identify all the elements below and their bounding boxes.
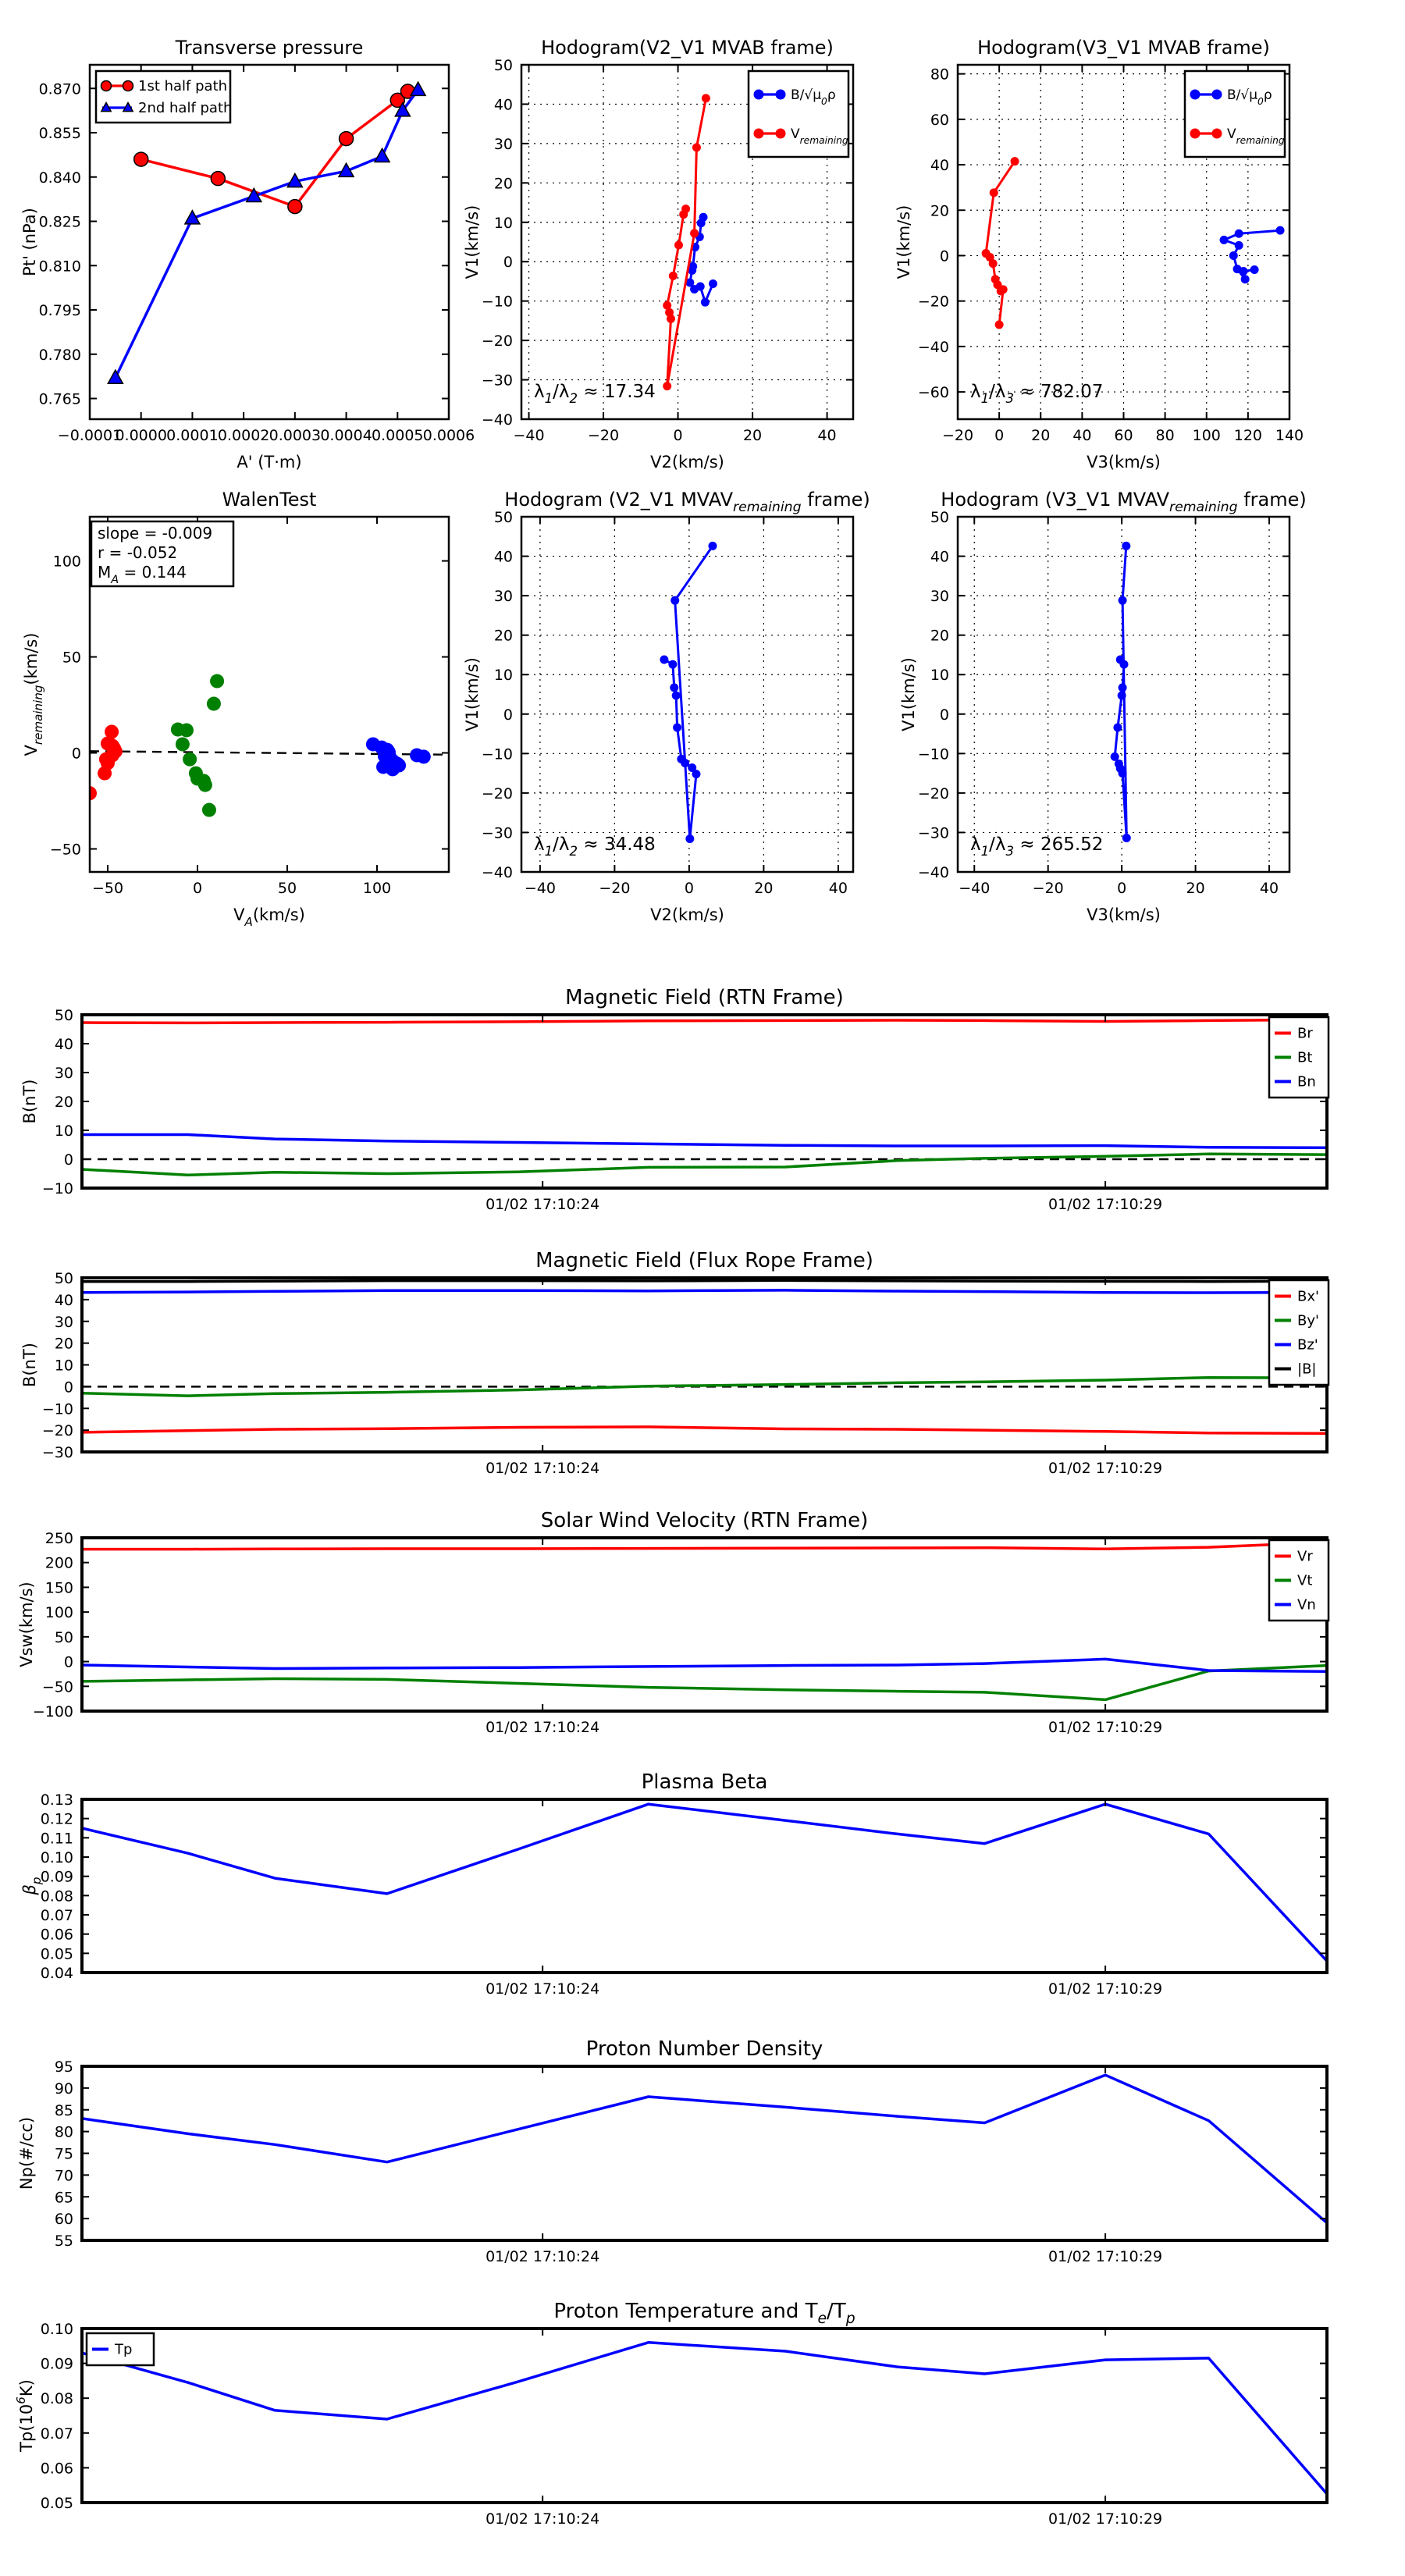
svg-text:01/02 17:10:29: 01/02 17:10:29 bbox=[1048, 1460, 1163, 1477]
svg-text:30: 30 bbox=[493, 135, 513, 153]
svg-text:−50: −50 bbox=[49, 841, 81, 859]
hodoB-annotation: $\lambda_1/\lambda_2 \approx 17.34$ bbox=[534, 382, 656, 406]
tp-legend bbox=[96, 71, 232, 123]
svg-text:30: 30 bbox=[54, 1313, 73, 1331]
svg-text:0.10: 0.10 bbox=[40, 1849, 73, 1866]
svg-text:0.09: 0.09 bbox=[40, 2355, 73, 2373]
hodoB-chart bbox=[463, 37, 853, 471]
svg-text:Br: Br bbox=[1297, 1025, 1313, 1042]
svg-text:0.840: 0.840 bbox=[38, 169, 81, 187]
svg-text:0.0000: 0.0000 bbox=[115, 427, 167, 444]
svg-text:140: 140 bbox=[1275, 427, 1304, 444]
svg-text:20: 20 bbox=[754, 880, 774, 897]
svg-text:50: 50 bbox=[930, 509, 949, 526]
svg-text:V1(km/s): V1(km/s) bbox=[463, 657, 482, 731]
svg-text:01/02 17:10:24: 01/02 17:10:24 bbox=[486, 1980, 600, 1998]
svg-text:30: 30 bbox=[54, 1065, 73, 1082]
svg-text:0.0001: 0.0001 bbox=[166, 427, 219, 444]
svg-text:50: 50 bbox=[54, 1628, 73, 1646]
svg-text:Bz': Bz' bbox=[1297, 1336, 1318, 1354]
svg-text:10: 10 bbox=[54, 1357, 73, 1375]
hodoE-chart bbox=[899, 489, 1307, 924]
hodoC-title: Hodogram(V3_V1 MVAB frame) bbox=[977, 37, 1270, 59]
svg-text:By': By' bbox=[1297, 1312, 1319, 1329]
svg-text:−40: −40 bbox=[524, 880, 556, 897]
svg-text:−50: −50 bbox=[91, 880, 124, 897]
mfFR-series bbox=[82, 1280, 1327, 1433]
svg-text:20: 20 bbox=[493, 175, 513, 193]
svg-text:40: 40 bbox=[1259, 880, 1279, 897]
svg-text:Pt' (nPa): Pt' (nPa) bbox=[20, 208, 39, 276]
svg-text:0.810: 0.810 bbox=[38, 258, 81, 276]
svg-text:V1(km/s): V1(km/s) bbox=[463, 205, 482, 279]
svg-text:B(nT): B(nT) bbox=[20, 1079, 39, 1124]
svg-text:40: 40 bbox=[930, 548, 949, 566]
svg-text:50: 50 bbox=[62, 649, 81, 667]
svg-text:−20: −20 bbox=[917, 293, 949, 311]
svg-text:40: 40 bbox=[1072, 427, 1092, 444]
hodoB-legend bbox=[749, 71, 848, 157]
svg-text:01/02 17:10:29: 01/02 17:10:29 bbox=[1048, 1980, 1163, 1998]
svg-text:Vr: Vr bbox=[1297, 1548, 1313, 1565]
svg-text:01/02 17:10:24: 01/02 17:10:24 bbox=[486, 1460, 600, 1477]
svg-text:85: 85 bbox=[54, 2101, 73, 2119]
hodoD-chart bbox=[463, 489, 870, 924]
svg-text:Np(#/cc): Np(#/cc) bbox=[17, 2116, 36, 2190]
svg-text:0: 0 bbox=[684, 880, 694, 897]
vsw-title: Solar Wind Velocity (RTN Frame) bbox=[540, 1509, 869, 1532]
svg-text:200: 200 bbox=[44, 1554, 73, 1572]
svg-text:01/02 17:10:29: 01/02 17:10:29 bbox=[1048, 2248, 1163, 2265]
svg-text:−30: −30 bbox=[481, 824, 513, 842]
svg-text:0: 0 bbox=[71, 745, 81, 763]
svg-text:0.09: 0.09 bbox=[40, 1868, 73, 1886]
svg-text:A' (T·m): A' (T·m) bbox=[237, 453, 302, 471]
svg-text:0.06: 0.06 bbox=[40, 1926, 73, 1944]
svg-text:−20: −20 bbox=[41, 1422, 73, 1440]
svg-text:−10: −10 bbox=[41, 1400, 73, 1418]
svg-text:0.855: 0.855 bbox=[38, 125, 81, 143]
svg-text:−20: −20 bbox=[1032, 880, 1064, 897]
svg-text:−20: −20 bbox=[917, 785, 949, 802]
svg-text:−30: −30 bbox=[41, 1444, 73, 1461]
svg-text:Vt: Vt bbox=[1297, 1572, 1313, 1589]
svg-text:70: 70 bbox=[54, 2167, 73, 2185]
tprot-chart bbox=[14, 2300, 1327, 2528]
svg-text:Vremaining(km/s): $V_{remaining}(km/s)$ bbox=[22, 632, 45, 756]
svg-text:−20: −20 bbox=[481, 785, 513, 802]
svg-text:0: 0 bbox=[192, 880, 203, 897]
svg-text:20: 20 bbox=[930, 627, 949, 645]
svg-text:B/√μ0ρ: $B/√\mu_0\rho$ bbox=[1227, 87, 1272, 107]
svg-text:0.07: 0.07 bbox=[40, 2425, 73, 2443]
svg-text:Bn: Bn bbox=[1297, 1073, 1316, 1091]
svg-text:10: 10 bbox=[493, 214, 513, 232]
walen-title: WalenTest bbox=[222, 489, 317, 511]
hodoD-title: Hodogram (V2_V1 $MVAV_{remaining}$ frame) bbox=[504, 489, 870, 515]
svg-text:20: 20 bbox=[493, 627, 513, 645]
tprot-legend bbox=[87, 2333, 154, 2365]
svg-text:40: 40 bbox=[817, 427, 837, 444]
svg-text:Vn: Vn bbox=[1297, 1596, 1316, 1614]
svg-text:Vremaining: $V_{remaining}$ bbox=[1227, 126, 1285, 146]
mfRTN-legend bbox=[1269, 1017, 1329, 1098]
svg-text:20: 20 bbox=[930, 202, 949, 220]
mfRTN-chart bbox=[20, 986, 1329, 1213]
svg-text:−60: −60 bbox=[917, 384, 949, 402]
tp-title: Transverse pressure bbox=[175, 37, 364, 59]
svg-text:−50: −50 bbox=[41, 1678, 73, 1696]
svg-text:10: 10 bbox=[930, 667, 949, 685]
hodoB-series bbox=[663, 94, 717, 390]
svg-text:Vsw(km/s): Vsw(km/s) bbox=[17, 1582, 36, 1667]
svg-text:0: 0 bbox=[63, 1379, 73, 1397]
svg-text:0.10: 0.10 bbox=[40, 2321, 73, 2338]
svg-text:V3(km/s): V3(km/s) bbox=[1087, 453, 1161, 471]
svg-text:100: 100 bbox=[52, 553, 81, 571]
svg-text:V2(km/s): V2(km/s) bbox=[650, 906, 724, 924]
svg-text:Bx': Bx' bbox=[1297, 1288, 1319, 1305]
svg-text:V2(km/s): V2(km/s) bbox=[650, 453, 724, 471]
svg-text:−100: −100 bbox=[32, 1703, 73, 1720]
svg-text:1st half path: 1st half path bbox=[138, 78, 228, 94]
svg-text:VA(km/s): $V_A(km/s)$ bbox=[233, 906, 305, 929]
walen-chart bbox=[22, 489, 449, 929]
svg-text:βp: $\beta_p$ bbox=[20, 1877, 44, 1895]
svg-text:0.765: 0.765 bbox=[38, 390, 81, 408]
svg-text:0.780: 0.780 bbox=[38, 346, 81, 364]
svg-text:10: 10 bbox=[54, 1123, 73, 1140]
svg-text:40: 40 bbox=[493, 548, 513, 566]
svg-text:V3(km/s): V3(km/s) bbox=[1087, 906, 1161, 924]
svg-text:60: 60 bbox=[1114, 427, 1133, 444]
svg-text:0.05: 0.05 bbox=[40, 2495, 73, 2512]
svg-text:0: 0 bbox=[939, 706, 949, 724]
mfFR-legend bbox=[1269, 1280, 1329, 1385]
tprot-title: Proton Temperature and $T_e/T_p$ bbox=[553, 2300, 855, 2327]
svg-text:120: 120 bbox=[1233, 427, 1263, 444]
svg-text:40: 40 bbox=[828, 880, 848, 897]
svg-text:0: 0 bbox=[994, 427, 1005, 444]
svg-text:0.04: 0.04 bbox=[40, 1965, 73, 1982]
svg-text:0.05: 0.05 bbox=[40, 1945, 73, 1963]
svg-text:100: 100 bbox=[1192, 427, 1221, 444]
svg-text:0.0006: 0.0006 bbox=[422, 427, 475, 444]
svg-text:−40: −40 bbox=[481, 411, 513, 429]
vsw-chart bbox=[17, 1509, 1329, 1736]
svg-text:01/02 17:10:29: 01/02 17:10:29 bbox=[1048, 1196, 1163, 1213]
svg-text:50: 50 bbox=[54, 1007, 73, 1024]
svg-text:20: 20 bbox=[54, 1094, 73, 1111]
svg-text:2nd half path: 2nd half path bbox=[138, 100, 233, 116]
svg-text:20: 20 bbox=[742, 427, 763, 444]
svg-text:−40: −40 bbox=[513, 427, 545, 444]
svg-text:0.795: 0.795 bbox=[38, 302, 81, 320]
svg-text:−10: −10 bbox=[481, 745, 513, 763]
svg-text:55: 55 bbox=[54, 2233, 73, 2250]
svg-text:0.07: 0.07 bbox=[40, 1907, 73, 1924]
svg-text:0.11: 0.11 bbox=[40, 1830, 73, 1848]
hodoC-chart bbox=[895, 37, 1304, 471]
svg-text:01/02 17:10:24: 01/02 17:10:24 bbox=[486, 1196, 600, 1213]
svg-text:0: 0 bbox=[63, 1653, 73, 1671]
np-series bbox=[82, 2075, 1327, 2223]
svg-text:0.825: 0.825 bbox=[38, 213, 81, 231]
svg-text:0: 0 bbox=[939, 247, 949, 265]
svg-text:0.0003: 0.0003 bbox=[269, 427, 322, 444]
svg-text:250: 250 bbox=[44, 1530, 73, 1547]
svg-text:0.12: 0.12 bbox=[40, 1810, 73, 1828]
svg-text:0.08: 0.08 bbox=[40, 2390, 73, 2408]
svg-text:−40: −40 bbox=[917, 864, 949, 881]
svg-text:50: 50 bbox=[493, 57, 513, 74]
vsw-legend bbox=[1269, 1540, 1329, 1621]
tp-series bbox=[108, 82, 425, 383]
walen-series bbox=[83, 674, 431, 817]
svg-text:MA = 0.144: $M_A = 0.144$ bbox=[98, 563, 187, 586]
svg-text:40: 40 bbox=[930, 157, 949, 175]
vsw-series bbox=[82, 1542, 1327, 1700]
svg-text:V1(km/s): V1(km/s) bbox=[899, 657, 918, 731]
hodoC-annotation: $\lambda_1/\lambda_3 \approx 782.07$ bbox=[970, 382, 1104, 406]
svg-text:−40: −40 bbox=[959, 880, 991, 897]
hodoE-series bbox=[1111, 542, 1131, 842]
svg-text:0.06: 0.06 bbox=[40, 2460, 73, 2478]
hodoD-series bbox=[660, 542, 717, 843]
hodoC-legend bbox=[1185, 71, 1285, 157]
beta-series bbox=[82, 1804, 1327, 1961]
svg-text:40: 40 bbox=[54, 1291, 73, 1309]
svg-text:r = -0.052: r = -0.052 bbox=[98, 543, 178, 562]
svg-text:40: 40 bbox=[493, 96, 513, 114]
mfFR-chart bbox=[20, 1249, 1329, 1477]
svg-text:B(nT): B(nT) bbox=[20, 1343, 39, 1387]
svg-text:80: 80 bbox=[54, 2123, 73, 2141]
svg-text:150: 150 bbox=[44, 1579, 73, 1597]
svg-text:60: 60 bbox=[930, 111, 949, 129]
svg-text:50: 50 bbox=[277, 880, 297, 897]
svg-text:−30: −30 bbox=[481, 372, 513, 390]
svg-text:0.08: 0.08 bbox=[40, 1888, 73, 1905]
svg-text:30: 30 bbox=[493, 588, 513, 606]
svg-text:−0.0001: −0.0001 bbox=[57, 427, 123, 444]
svg-text:−30: −30 bbox=[917, 824, 949, 842]
svg-text:01/02 17:10:24: 01/02 17:10:24 bbox=[486, 1719, 600, 1736]
hodoE-annotation: $\lambda_1/\lambda_3 \approx 265.52$ bbox=[970, 834, 1104, 859]
svg-text:40: 40 bbox=[54, 1036, 73, 1053]
svg-text:95: 95 bbox=[54, 2058, 73, 2076]
beta-title: Plasma Beta bbox=[641, 1770, 768, 1794]
svg-text:−20: −20 bbox=[588, 427, 620, 444]
svg-text:B/√μ0ρ: $B/√\mu_0\rho$ bbox=[791, 87, 836, 107]
svg-text:20: 20 bbox=[1031, 427, 1051, 444]
svg-text:01/02 17:10:24: 01/02 17:10:24 bbox=[486, 2510, 600, 2528]
svg-text:Vremaining: $V_{remaining}$ bbox=[791, 126, 848, 146]
svg-text:|B|: |B| bbox=[1297, 1361, 1317, 1378]
svg-text:−20: −20 bbox=[599, 880, 631, 897]
svg-text:−40: −40 bbox=[917, 338, 949, 356]
beta-chart bbox=[20, 1770, 1327, 1998]
svg-text:100: 100 bbox=[44, 1604, 73, 1622]
np-chart bbox=[17, 2037, 1327, 2265]
svg-text:V1(km/s): V1(km/s) bbox=[895, 205, 913, 279]
tp-chart bbox=[20, 37, 475, 471]
svg-text:slope = -0.009: slope = -0.009 bbox=[98, 524, 213, 543]
svg-text:75: 75 bbox=[54, 2145, 73, 2163]
svg-text:−10: −10 bbox=[41, 1180, 73, 1197]
svg-text:Bt: Bt bbox=[1297, 1049, 1313, 1066]
hodoD-annotation: $\lambda_1/\lambda_2 \approx 34.48$ bbox=[534, 834, 656, 859]
svg-text:65: 65 bbox=[54, 2189, 73, 2207]
svg-text:0.0005: 0.0005 bbox=[372, 427, 424, 444]
tprot-series bbox=[82, 2343, 1327, 2494]
svg-text:01/02 17:10:24: 01/02 17:10:24 bbox=[486, 2248, 600, 2265]
svg-text:20: 20 bbox=[1186, 880, 1205, 897]
hodoE-title: Hodogram (V3_V1 $MVAV_{remaining}$ frame) bbox=[941, 489, 1307, 515]
svg-text:0.870: 0.870 bbox=[38, 80, 81, 98]
hodoC-series bbox=[982, 157, 1285, 329]
svg-text:01/02 17:10:29: 01/02 17:10:29 bbox=[1048, 2510, 1163, 2528]
svg-text:01/02 17:10:29: 01/02 17:10:29 bbox=[1048, 1719, 1163, 1736]
mfRTN-title: Magnetic Field (RTN Frame) bbox=[565, 986, 844, 1009]
svg-text:10: 10 bbox=[493, 667, 513, 685]
svg-text:100: 100 bbox=[362, 880, 392, 897]
np-title: Proton Number Density bbox=[585, 2037, 823, 2061]
svg-text:80: 80 bbox=[930, 66, 949, 84]
svg-text:50: 50 bbox=[493, 509, 513, 526]
svg-text:−20: −20 bbox=[941, 427, 974, 444]
svg-text:30: 30 bbox=[930, 588, 949, 606]
mfRTN-series bbox=[82, 1019, 1327, 1175]
svg-text:Tp(106K): $Tp(10^6K)$ bbox=[14, 2379, 36, 2452]
svg-text:0.0004: 0.0004 bbox=[320, 427, 372, 444]
svg-text:0: 0 bbox=[503, 706, 513, 724]
mfFR-title: Magnetic Field (Flux Rope Frame) bbox=[535, 1249, 873, 1272]
svg-text:60: 60 bbox=[54, 2211, 73, 2229]
svg-text:−10: −10 bbox=[481, 293, 513, 311]
svg-text:−10: −10 bbox=[917, 745, 949, 763]
svg-text:−40: −40 bbox=[481, 864, 513, 881]
svg-text:0: 0 bbox=[673, 427, 683, 444]
svg-text:20: 20 bbox=[54, 1335, 73, 1353]
svg-text:0: 0 bbox=[503, 254, 513, 272]
svg-text:80: 80 bbox=[1155, 427, 1175, 444]
svg-text:Tp: Tp bbox=[115, 2341, 133, 2358]
svg-text:90: 90 bbox=[54, 2080, 73, 2097]
hodoB-title: Hodogram(V2_V1 MVAB frame) bbox=[541, 37, 834, 59]
svg-text:0: 0 bbox=[63, 1151, 73, 1169]
svg-text:0.0002: 0.0002 bbox=[217, 427, 270, 444]
svg-text:0.13: 0.13 bbox=[40, 1791, 73, 1809]
svg-text:−20: −20 bbox=[481, 333, 513, 350]
svg-text:50: 50 bbox=[54, 1270, 73, 1287]
svg-text:0: 0 bbox=[1117, 880, 1127, 897]
